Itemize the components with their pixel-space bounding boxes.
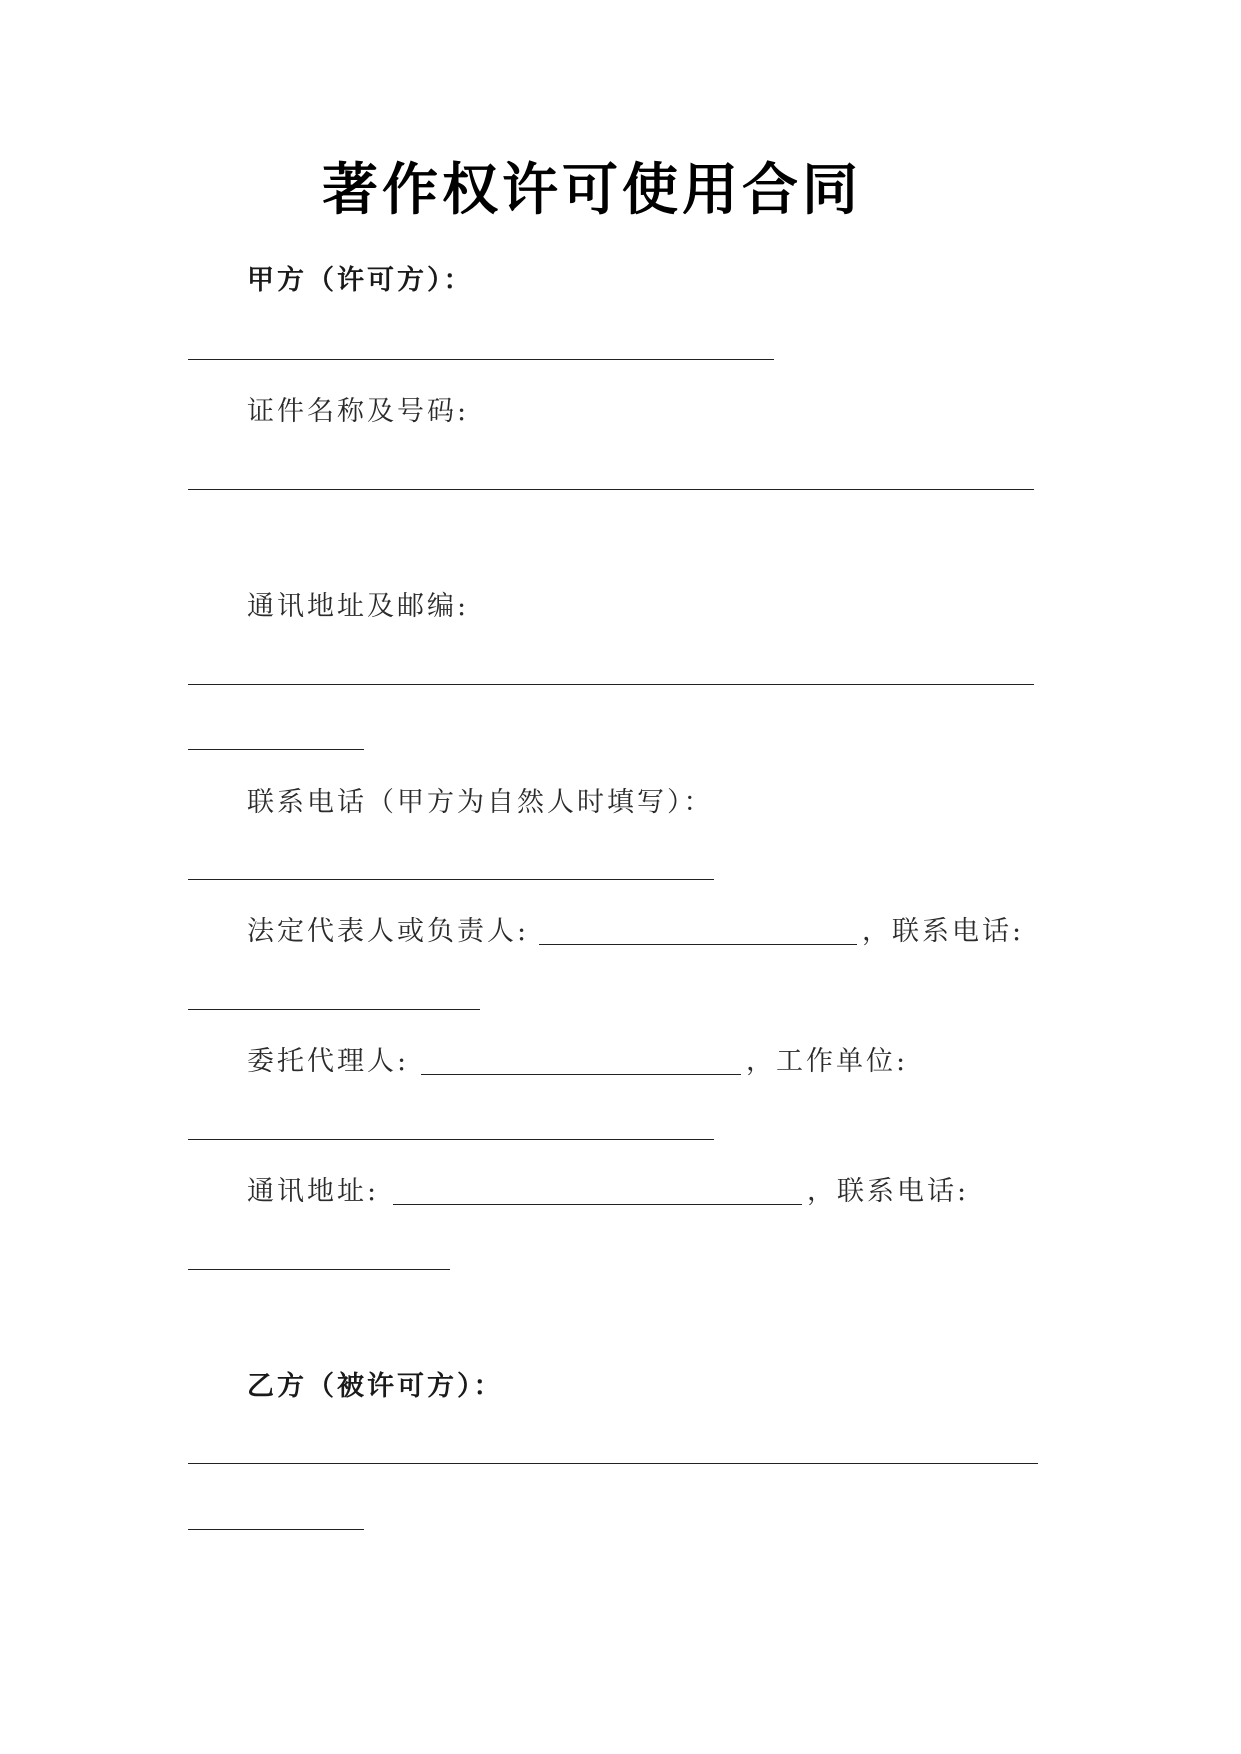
party-b-name-blank-2[interactable] bbox=[188, 1529, 364, 1530]
agent-address-blank[interactable] bbox=[393, 1204, 802, 1205]
agent-phone-label: ，联系电话: bbox=[807, 1176, 970, 1207]
party-b-name-blank-1[interactable] bbox=[188, 1463, 1038, 1464]
document-title: 著作权许可使用合同 bbox=[322, 157, 862, 223]
party-b-heading: 乙方（被许可方）： bbox=[247, 1371, 504, 1402]
phone-label: 联系电话（甲方为自然人时填写）： bbox=[247, 787, 714, 818]
id-label: 证件名称及号码: bbox=[247, 396, 470, 427]
address-postcode-blank-1[interactable] bbox=[188, 684, 1034, 685]
address-postcode-blank-2[interactable] bbox=[188, 749, 364, 750]
agent-address-label: 通讯地址: bbox=[247, 1176, 380, 1207]
agent-phone-blank[interactable] bbox=[188, 1269, 450, 1270]
agent-blank[interactable] bbox=[421, 1074, 741, 1075]
legal-rep-label: 法定代表人或负责人: bbox=[247, 916, 530, 947]
legal-rep-phone-label: ，联系电话: bbox=[862, 916, 1025, 947]
agent-label: 委托代理人: bbox=[247, 1046, 410, 1077]
legal-rep-blank[interactable] bbox=[539, 944, 857, 945]
party-a-heading: 甲方（许可方）： bbox=[247, 265, 474, 296]
phone-blank[interactable] bbox=[188, 879, 714, 880]
address-postcode-label: 通讯地址及邮编: bbox=[247, 591, 470, 622]
party-a-name-blank[interactable] bbox=[188, 359, 774, 360]
id-blank[interactable] bbox=[188, 489, 1034, 490]
legal-rep-phone-blank[interactable] bbox=[188, 1009, 480, 1010]
work-unit-blank[interactable] bbox=[188, 1139, 714, 1140]
work-unit-label: ，工作单位: bbox=[746, 1046, 909, 1077]
